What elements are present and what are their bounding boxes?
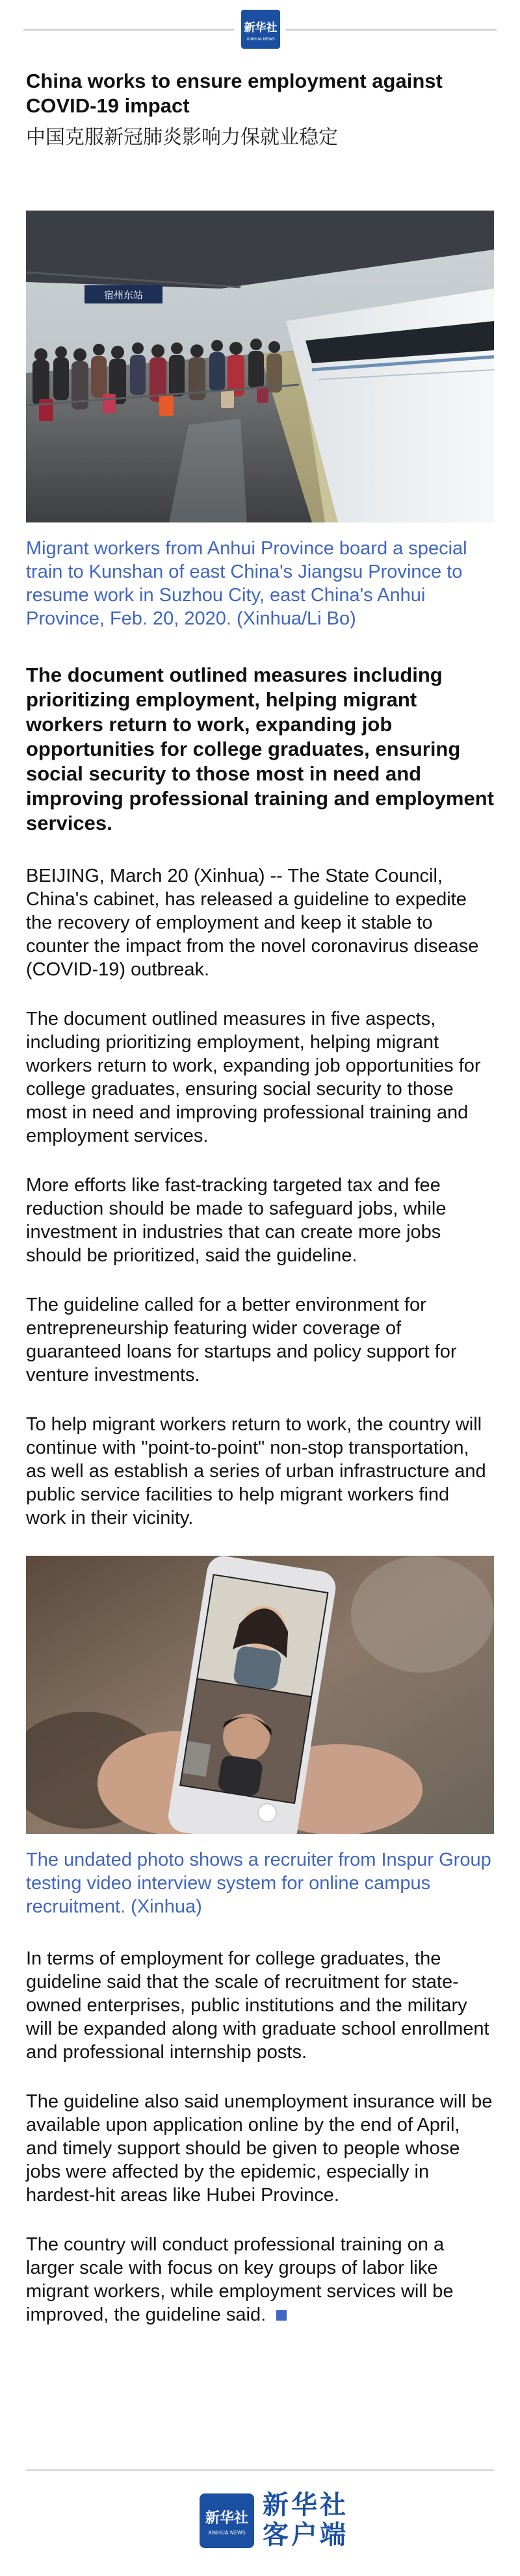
photo-video-interview	[26, 1556, 494, 1834]
headline-en: China works to ensure employment against COVID-19 impact	[26, 70, 443, 117]
body-paragraph: More efforts like fast-tracking targeted tax and fee reduction should be made to safeguard jobs, while investment in industries that can create more jobs should be prioritized, said the guideline.	[26, 1175, 447, 1266]
body-paragraph: To help migrant workers return to work, the country will continue with "point-to-point" non-stop transportation, as well as establish a series of urban infrastructure and public service facilities to help migrant workers find work in their vicinity.	[26, 1414, 486, 1528]
photo-train-platform	[26, 211, 494, 522]
footer-logo-text-en: XINHUA NEWS	[208, 2530, 246, 2536]
header-divider-right	[286, 29, 497, 31]
lead-paragraph: The document outlined measures including prioritizing employment, helping migrant workers return to work, expanding job opportunities for college graduates, ensuring social security to those most in need and improving professional training and employment services.	[26, 663, 494, 834]
article	[0, 69, 520, 2326]
body-paragraph-last	[26, 2233, 494, 2326]
body-paragraph: BEIJING, March 20 (Xinhua) -- The State Council, China's cabinet, has released a guideline to expedite the recovery of employment and keep it stable to counter the impact from the novel coronavirus disease (COVID-19) outbreak.	[26, 866, 479, 980]
video-interview-image	[26, 1556, 494, 1834]
footer-brand	[263, 2490, 348, 2550]
footer-brand-line1: 新华社	[263, 2490, 348, 2520]
photo-caption-2: The undated photo shows a recruiter from Inspur Group testing video interview system for online campus recruitment. (Xinhua)	[26, 1849, 491, 1917]
train-platform-image	[26, 211, 494, 522]
footer-logo-text-cn: 新华社	[205, 2510, 249, 2527]
body-paragraph: The document outlined measures in five aspects, including prioritizing employment, helping migrant workers return to work, expanding job opportunities for college graduates, ensuring social security to those most in need and improving professional training and employment services.	[26, 1009, 481, 1146]
body-paragraph: The guideline also said unemployment insurance will be available upon application online by the end of April, and timely support should be given to people whose jobs were affected by the epidemic, especially in hardest-hit areas like Hubei Province.	[26, 2091, 493, 2206]
headline-cn: 中国克服新冠肺炎影响力保就业稳定	[26, 126, 338, 149]
header-divider-left	[23, 29, 234, 31]
footer-divider	[26, 2469, 494, 2471]
body-paragraph: The guideline called for a better environment for entrepreneurship featuring wider coverage of guaranteed loans for startups and policy support for venture investments.	[26, 1294, 457, 1385]
station-sign-text: 宿州东站	[103, 289, 144, 301]
end-square-icon	[276, 2310, 287, 2321]
body-paragraph: In terms of employment for college graduates, the guideline said that the scale of recruitment for state-owned enterprises, public institutions and the military will be expanded along with graduate school enrollment and professional internship posts.	[26, 1948, 489, 2063]
xinhua-logo-icon	[199, 2493, 255, 2549]
logo-text-cn: 新华社	[244, 21, 278, 34]
footer-brand-line2: 客户端	[263, 2520, 348, 2550]
logo-text-en: XINHUA NEWS	[246, 37, 275, 42]
xinhua-logo-icon	[240, 9, 281, 49]
photo-caption-1: Migrant workers from Anhui Province board a special train to Kunshan of east China's Jiangsu Province to resume work in Suzhou City, east China's Anhui Province, Feb. 20, 2020. (Xinhua/Li Bo)	[26, 538, 467, 629]
header	[0, 0, 520, 55]
last-paragraph-text: The country will conduct professional training on a larger scale with focus on key groups of labor like migrant workers, while employment services will be improved, the guideline said.	[26, 2234, 454, 2325]
